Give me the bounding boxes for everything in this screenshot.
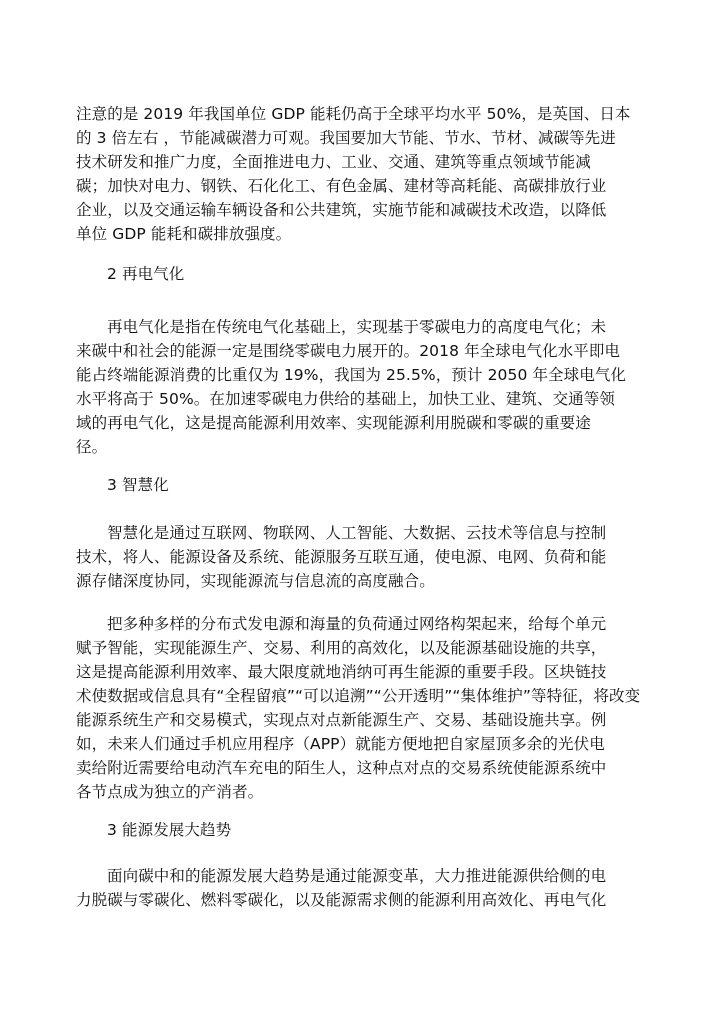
paragraph-5-line-1: 智慧化是通过互联网、物联网、人工智能、大数据、云技术等信息与控制 — [107, 524, 607, 542]
paragraph-6-line-1: 把多种多样的分布式发电源和海量的负荷通过网络构架起来，给每个单元 — [107, 615, 607, 633]
paragraph-6-line-7: 卖给附近需要给电动汽车充电的陌生人，这种点对点的交易系统使能源系统中 — [76, 759, 607, 777]
paragraph-1-line-2: 的 3 倍左右 ，节能减碳潜力可观。我国要加大节能、节水、节材、减碳等先进 — [76, 129, 616, 147]
section-heading-energy-trends: 3 能源发展大趋势 — [107, 821, 232, 839]
section-heading-electrification: 2 再电气化 — [107, 265, 185, 283]
paragraph-6-line-2: 赋予智能，实现能源生产、交易、利用的高效化，以及能源基础设施的共享， — [76, 639, 607, 657]
paragraph-3-line-5: 域的再电气化，这是提高能源利用效率、实现能源利用脱碳和零碳的重要途 — [76, 414, 591, 432]
paragraph-6-line-3: 这是提高能源利用效率、最大限度就地消纳可再生能源的重要手段。区块链技 — [76, 663, 607, 681]
paragraph-3-line-4: 水平将高于 50%。在加速零碳电力供给的基础上，加快工业、建筑、交通等领 — [76, 390, 615, 408]
paragraph-8-line-2: 力脱碳与零碳化、燃料零碳化，以及能源需求侧的能源利用高效化、再电气化 — [76, 891, 607, 909]
paragraph-5-line-2: 技术，将人、能源设备及系统、能源服务互联互通，使电源、电网、负荷和能 — [76, 548, 607, 566]
paragraph-1-line-1: 注意的是 2019 年我国单位 GDP 能耗仍高于全球平均水平 50%，是英国、日本 — [76, 105, 631, 123]
paragraph-5-line-3: 源存储深度协同，实现能源流与信息流的高度融合。 — [76, 572, 435, 590]
paragraph-6-line-6: 如，未来人们通过手机应用程序（APP）就能方便地把自家屋顶多余的光伏电 — [76, 735, 605, 753]
paragraph-6-line-8: 各节点成为独立的产消者。 — [76, 783, 264, 801]
paragraph-1-line-6: 单位 GDP 能耗和碳排放强度。 — [76, 225, 292, 243]
paragraph-1-line-3: 技术研发和推广力度，全面推进电力、工业、交通、建筑等重点领域节能减 — [76, 153, 591, 171]
paragraph-3-line-2: 来碳中和社会的能源一定是围绕零碳电力展开的。2018 年全球电气化水平即电 — [76, 342, 621, 360]
paragraph-3-line-3: 能占终端能源消费的比重仅为 19%，我国为 25.5%，预计 2050 年全球电气化 — [76, 366, 627, 384]
paragraph-1-line-5: 企业，以及交通运输车辆设备和公共建筑，实施节能和减碳技术改造，以降低 — [76, 201, 607, 219]
paragraph-3-line-6: 径。 — [76, 438, 108, 456]
paragraph-6-line-5: 能源系统生产和交易模式，实现点对点新能源生产、交易、基础设施共享。例 — [76, 711, 607, 729]
paragraph-8-line-1: 面向碳中和的能源发展大趋势是通过能源变革，大力推进能源供给侧的电 — [107, 867, 607, 885]
paragraph-1-line-4: 碳；加快对电力、钢铁、石化化工、有色金属、建材等高耗能、高碳排放行业 — [76, 177, 607, 195]
paragraph-3-line-1: 再电气化是指在传统电气化基础上，实现基于零碳电力的高度电气化；未 — [107, 318, 607, 336]
paragraph-6-line-4: 术使数据或信息具有“全程留痕”“可以追溯”“公开透明”“集体维护”等特征，将改变 — [76, 687, 641, 705]
section-heading-smart: 3 智慧化 — [107, 476, 169, 494]
